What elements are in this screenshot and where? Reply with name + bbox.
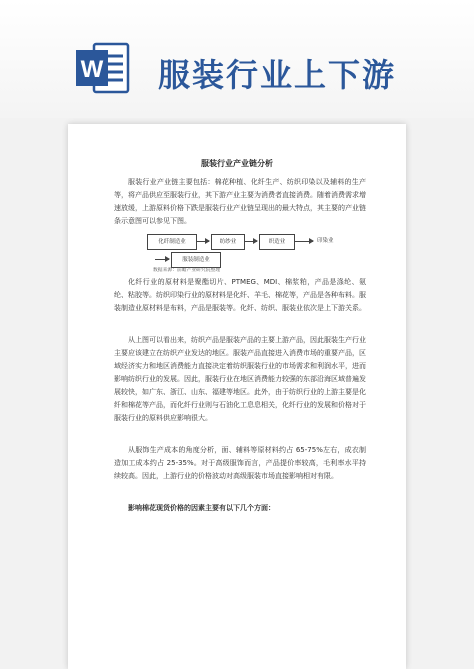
industry-chain-diagram xyxy=(147,224,357,276)
svg-text:W: W xyxy=(80,56,104,83)
banner-title: 服装行业上下游 xyxy=(158,56,397,94)
chain-node-apparel: 服装制造业 xyxy=(171,252,221,268)
chain-node-dyeing: 印染业 xyxy=(317,238,334,244)
chain-source-note: 数据来源：前瞻产业研究院整理 xyxy=(153,268,221,273)
paragraph-3: 从上图可以看出来，纺织产品是服装产品的主要上游产品，因此服装生产行业主要应该建立在纺织产业发达的地区。服装产品直接进入消费市场的重要产品，区域经济实力和地区消费能力直接决定着纺织服装行业的市场需求和利润水平，进而影响纺织行业的发展。因此，服装行业在地区消费能力较强的东部沿海区域普遍发展较快，如广东、浙江、山东、福建等地区。此外，由于纺织行业的上游主要是化纤和棉花等产品，而化纤行业则与石油化工息息相关，化纤行业的发展和价格对于服装行业的原料供应影响很大。 xyxy=(114,336,366,422)
chain-arrow xyxy=(295,241,313,242)
chain-node-chemical-fiber: 化纤制造业 xyxy=(147,234,197,250)
chain-arrow xyxy=(155,259,169,260)
paragraph-1: 服装行业产业链主要包括：棉花种植、化纤生产、纺织印染以及辅料的生产等，将产品供应至服装行业，其下游产业主要为消费者直接消费。随着消费需求增速放缓，上游原料价格下跌是服装行业产业链呈现出的最大特点，其主要的产业链条示意图可以参见下图。 xyxy=(114,178,366,225)
paragraph-5: 影响棉花现货价格的因素主要有以下几个方面： xyxy=(128,504,275,512)
paragraph-4: 从服饰生产成本的角度分析，面、辅料等原材料约占 65-75%左右，成衣制造加工成本约占 25-35%。对于高级服饰而言，产品提价率较高，毛利率水平持续较高。因此，上游行业的价格波动对高级服装市场直接影响相对有限。 xyxy=(114,446,366,480)
chain-node-weaving: 织造业 xyxy=(259,234,295,250)
paragraph-2: 化纤行业的原材料是聚酯切片、PTMEG、MDI、棉浆粕，产品是涤纶、氨纶、粘胶等。纺织印染行业的原材料是化纤、羊毛、棉花等，产品是各种布料。服装制造业原材料是布料，产品是服装等。化纤、纺织、服装业依次是上下游关系。 xyxy=(114,278,366,312)
banner xyxy=(0,0,474,118)
chain-node-spinning: 纺纱业 xyxy=(211,234,245,250)
word-document-icon xyxy=(74,40,130,96)
chain-arrow xyxy=(245,241,257,242)
document-page xyxy=(68,124,406,669)
document-title: 服装行业产业链分析 xyxy=(201,159,273,168)
chain-arrow xyxy=(197,241,209,242)
